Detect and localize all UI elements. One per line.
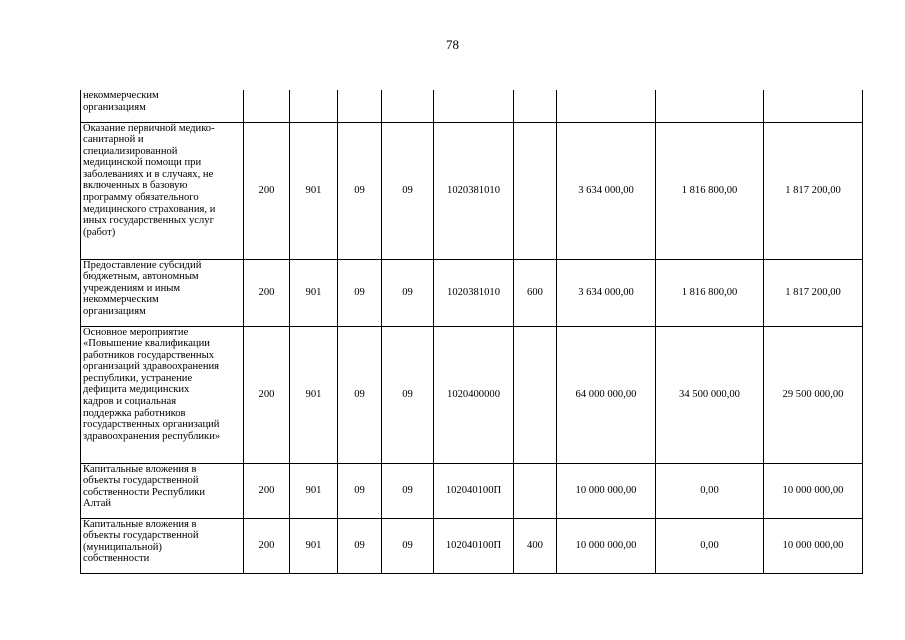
razdel-cell: 09 [338,259,382,326]
sum-fed-cell: 0,00 [656,518,764,573]
sum-rep-cell: 10 000 000,00 [764,518,863,573]
sum-2019-cell [557,90,656,122]
grbs-cell: 200 [244,326,290,463]
csr-cell: 1020381010 [434,259,514,326]
table-row [81,259,863,326]
sum-2019-cell: 64 000 000,00 [557,326,656,463]
table-row [81,518,863,573]
grbs-cell: 200 [244,122,290,259]
sum-rep-cell: 1 817 200,00 [764,122,863,259]
grbs-cell: 200 [244,463,290,518]
vr-cell: 400 [514,518,557,573]
vr-cell [514,326,557,463]
page-number: 78 [446,37,459,52]
sum-fed-cell: 1 816 800,00 [656,122,764,259]
sum-2019-cell: 10 000 000,00 [557,518,656,573]
row-name-cell: Оказание первичной медико- санитарной и специализированной медицинской помощи при заболеваниях и в случаях, не включенных в базовую программу обязательного медицинского страхования, и иных государственных услуг (работ) [81,122,244,259]
table-row [81,90,863,122]
podrazdel-cell: 09 [382,122,434,259]
sum-fed-cell [656,90,764,122]
row-name-cell: Капитальные вложения в объекты государственной (муниципальной) собственности [81,518,244,573]
vr-cell [514,122,557,259]
budget-table [80,90,863,574]
csr-cell: 102040100П [434,518,514,573]
row-name-cell: Предоставление субсидий бюджетным, автономным учреждениям и иным некоммерческим организациям [81,259,244,326]
table-row [81,463,863,518]
gov-cell: 901 [290,259,338,326]
sum-fed-cell: 1 816 800,00 [656,259,764,326]
razdel-cell: 09 [338,326,382,463]
sum-fed-cell: 34 500 000,00 [656,326,764,463]
razdel-cell [338,90,382,122]
vr-cell [514,90,557,122]
grbs-cell [244,90,290,122]
podrazdel-cell: 09 [382,259,434,326]
sum-2019-cell: 3 634 000,00 [557,259,656,326]
sum-rep-cell [764,90,863,122]
gov-cell: 901 [290,463,338,518]
grbs-cell: 200 [244,259,290,326]
csr-cell: 102040100П [434,463,514,518]
podrazdel-cell: 09 [382,326,434,463]
csr-cell [434,90,514,122]
row-name-cell: Основное мероприятие «Повышение квалификации работников государственных организаций здравоохранения республики, устранение дефицита медицинских кадров и социальная поддержка работников государственных организаций здравоохранения республики» [81,326,244,463]
podrazdel-cell: 09 [382,518,434,573]
sum-fed-cell: 0,00 [656,463,764,518]
table-row [81,326,863,463]
sum-2019-cell: 3 634 000,00 [557,122,656,259]
vr-cell [514,463,557,518]
gov-cell [290,90,338,122]
csr-cell: 1020400000 [434,326,514,463]
podrazdel-cell: 09 [382,463,434,518]
gov-cell: 901 [290,326,338,463]
sum-2019-cell: 10 000 000,00 [557,463,656,518]
row-name-cell: некоммерческим организациям [81,90,244,122]
sum-rep-cell: 10 000 000,00 [764,463,863,518]
razdel-cell: 09 [338,122,382,259]
csr-cell: 1020381010 [434,122,514,259]
sum-rep-cell: 1 817 200,00 [764,259,863,326]
vr-cell: 600 [514,259,557,326]
row-name-cell: Капитальные вложения в объекты государственной собственности Республики Алтай [81,463,244,518]
razdel-cell: 09 [338,518,382,573]
grbs-cell: 200 [244,518,290,573]
table-row [81,122,863,259]
razdel-cell: 09 [338,463,382,518]
sum-rep-cell: 29 500 000,00 [764,326,863,463]
podrazdel-cell [382,90,434,122]
gov-cell: 901 [290,122,338,259]
gov-cell: 901 [290,518,338,573]
